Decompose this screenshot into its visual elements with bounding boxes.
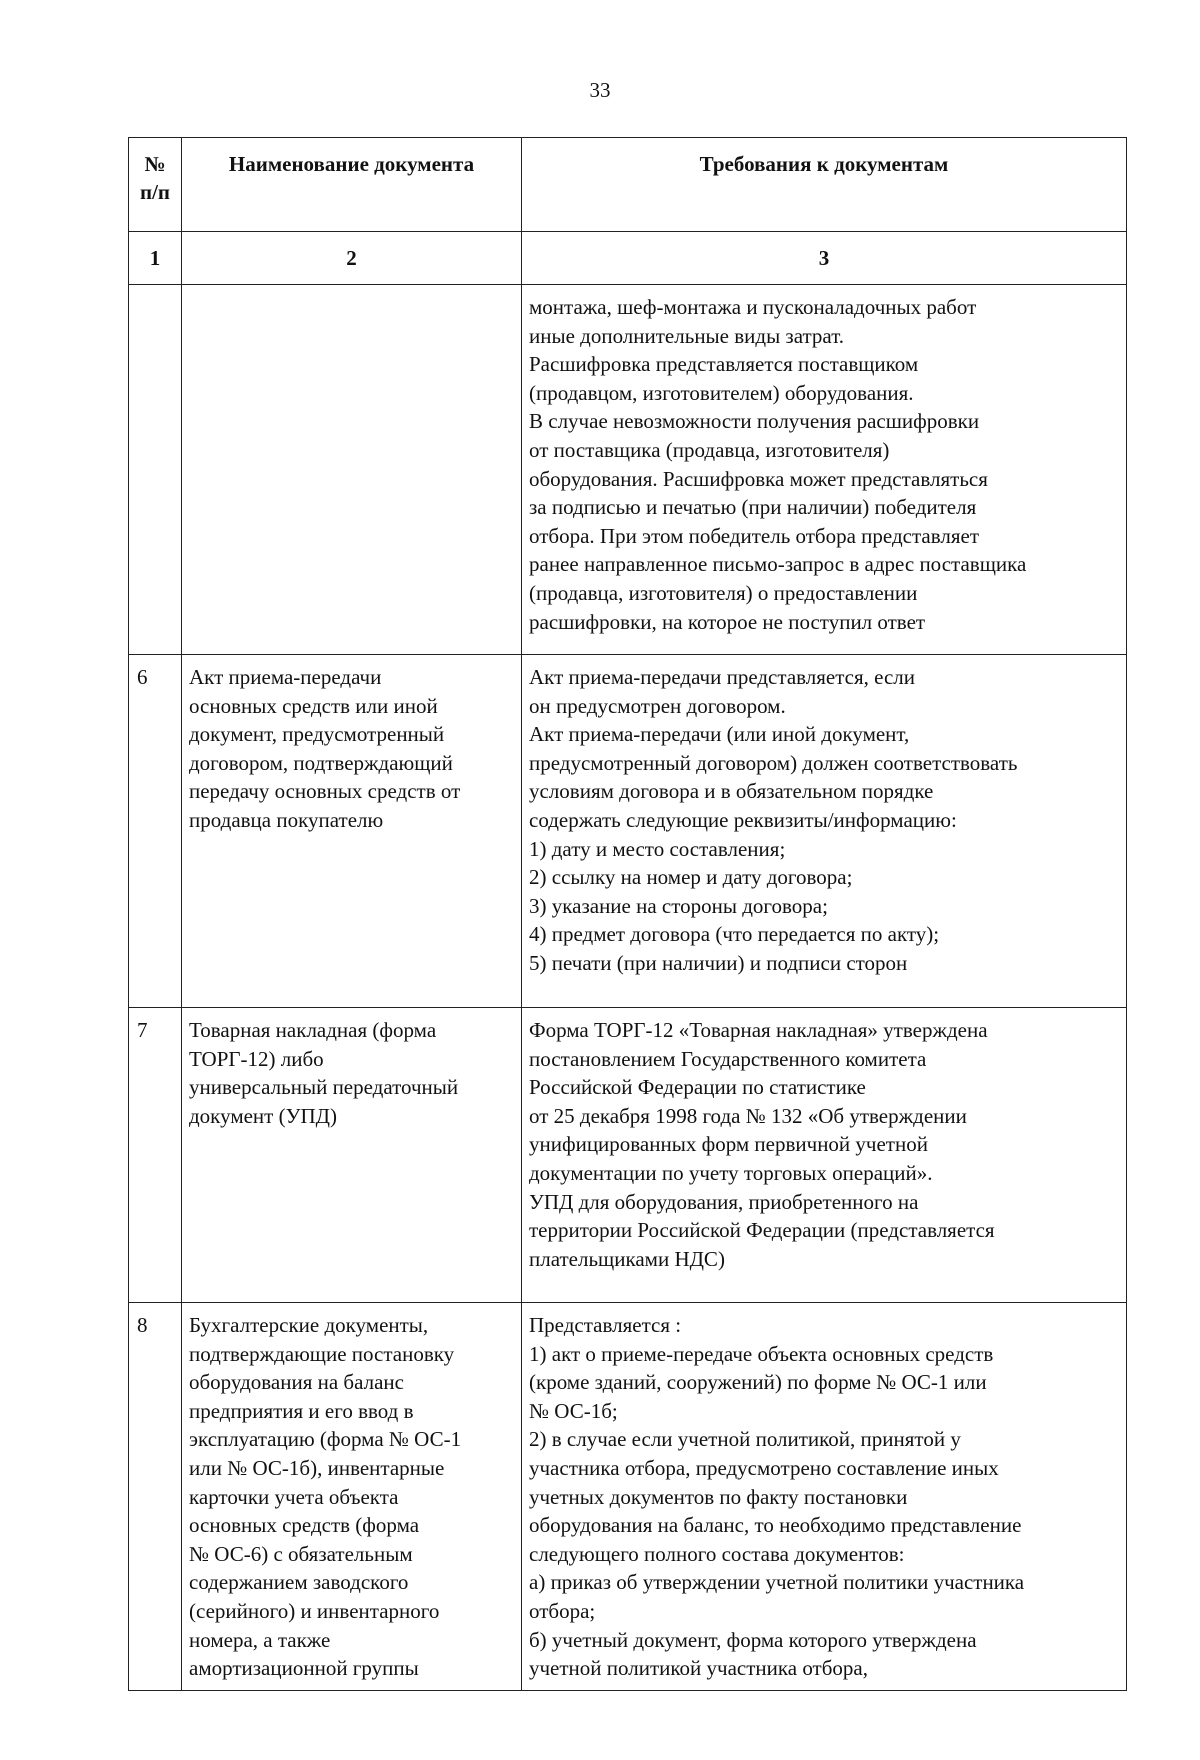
document-name-line: документ, предусмотренный <box>189 722 445 747</box>
document-name-line: номера, а также <box>189 1627 331 1652</box>
requirements-line: документации по учету торговых операций». <box>529 1160 933 1185</box>
requirements-line: Акт приема-передачи (или иной документ, <box>529 722 910 747</box>
requirements-line: предусмотренный договором) должен соответствовать <box>529 750 1018 775</box>
requirements-line: Расшифровка представляется поставщиком <box>529 352 919 377</box>
requirements-line: отбора; <box>529 1598 596 1623</box>
document-name-line: основных средств или иной <box>189 693 438 718</box>
requirements-line: оборудования на баланс, то необходимо представление <box>529 1513 1022 1538</box>
column-number: 3 <box>522 232 1127 285</box>
document-name-line: продавца покупателю <box>189 807 384 832</box>
requirements-line: (продавцом, изготовителем) оборудования. <box>529 380 914 405</box>
document-name-cell <box>182 655 522 1008</box>
requirements-line: оборудования. Расшифровка может представляться <box>529 466 988 491</box>
requirements-line: территории Российской Федерации (представляется <box>529 1218 995 1243</box>
requirements-line: от 25 декабря 1998 года № 132 «Об утверждении <box>529 1103 967 1128</box>
document-name-line: карточки учета объекта <box>189 1484 399 1509</box>
page-number: 33 <box>589 78 611 102</box>
document-name-line: (серийного) и инвентарного <box>189 1598 440 1623</box>
row-number: 7 <box>129 1008 182 1303</box>
requirements-cell <box>522 1303 1127 1691</box>
requirements-line: 2) ссылку на номер и дату договора; <box>529 865 853 890</box>
requirements-line: а) приказ об утверждении учетной политики участника <box>529 1570 1025 1595</box>
document-name-line: документ (УПД) <box>189 1103 337 1128</box>
document-name-line: договором, подтверждающий <box>189 750 453 775</box>
requirements-cell <box>522 1008 1127 1303</box>
table-row <box>129 1303 1127 1691</box>
header-number <box>129 138 182 232</box>
row-number: 8 <box>129 1303 182 1691</box>
requirements-table <box>128 137 1127 1691</box>
document-name-line: ТОРГ-12) либо <box>189 1046 324 1071</box>
requirements-line: участника отбора, предусмотрено составление иных <box>529 1455 999 1480</box>
requirements-line: отбора. При этом победитель отбора представляет <box>529 523 980 548</box>
row-number: 6 <box>129 655 182 1008</box>
requirements-line: Акт приема-передачи представляется, если <box>529 665 916 689</box>
row-number <box>129 285 182 655</box>
requirements-line: монтажа, шеф-монтажа и пусконаладочных работ <box>529 295 977 319</box>
requirements-line: 1) дату и место составления; <box>529 836 786 861</box>
document-name-line: Товарная накладная (форма <box>189 1018 437 1042</box>
requirements-line: Российской Федерации по статистике <box>529 1075 866 1100</box>
header-requirements: Требования к документам <box>522 138 1127 232</box>
requirements-cell <box>522 285 1127 655</box>
requirements-line: постановлением Государственного комитета <box>529 1046 927 1071</box>
header-number-line: № <box>144 152 166 176</box>
requirements-line: следующего полного состава документов: <box>529 1541 905 1566</box>
requirements-line: плательщиками НДС) <box>529 1246 725 1271</box>
requirements-line: Форма ТОРГ-12 «Товарная накладная» утверждена <box>529 1018 988 1042</box>
document-name-line: передачу основных средств от <box>189 779 461 804</box>
column-number-row <box>129 232 1127 285</box>
document-name-cell <box>182 285 522 655</box>
requirements-line: учетной политикой участника отбора, <box>529 1656 868 1681</box>
requirements-line: он предусмотрен договором. <box>529 693 786 718</box>
document-name-line: подтверждающие постановку <box>189 1341 455 1366</box>
document-name-line: амортизационной группы <box>189 1656 419 1681</box>
requirements-line: 1) акт о приеме-передаче объекта основных средств <box>529 1341 994 1366</box>
document-name-line: основных средств (форма <box>189 1513 420 1538</box>
requirements-line: б) учетный документ, форма которого утверждена <box>529 1627 977 1652</box>
document-name-line: оборудования на баланс <box>189 1370 404 1395</box>
requirements-line: условиям договора и в обязательном порядке <box>529 779 934 804</box>
header-number-line: п/п <box>139 180 171 204</box>
column-number: 1 <box>129 232 182 285</box>
document-name-line: эксплуатацию (форма № ОС-1 <box>189 1427 462 1452</box>
requirements-line: 4) предмет договора (что передается по акту); <box>529 922 940 947</box>
requirements-line: 2) в случае если учетной политикой, принятой у <box>529 1427 961 1452</box>
requirements-line: 3) указание на стороны договора; <box>529 893 828 918</box>
column-number: 2 <box>182 232 522 285</box>
requirements-line: за подписью и печатью (при наличии) победителя <box>529 495 977 520</box>
document-name-line: Акт приема-передачи <box>189 665 382 689</box>
table-row <box>129 655 1127 1008</box>
document-name-line: универсальный передаточный <box>189 1075 459 1100</box>
requirements-line: 5) печати (при наличии) и подписи сторон <box>529 950 908 975</box>
requirements-line: унифицированных форм первичной учетной <box>529 1132 928 1157</box>
requirements-line: № ОС-1б; <box>529 1398 618 1423</box>
requirements-line: от поставщика (продавца, изготовителя) <box>529 437 890 462</box>
requirements-line: расшифровки, на которое не поступил ответ <box>529 609 926 634</box>
document-name-line: предприятия и его ввод в <box>189 1398 414 1423</box>
requirements-line: содержать следующие реквизиты/информацию: <box>529 807 957 832</box>
requirements-line: учетных документов по факту постановки <box>529 1484 908 1509</box>
requirements-line: В случае невозможности получения расшифровки <box>529 409 980 434</box>
document-name-line: Бухгалтерские документы, <box>189 1313 429 1337</box>
requirements-line: УПД для оборудования, приобретенного на <box>529 1189 919 1214</box>
table-row <box>129 1008 1127 1303</box>
requirements-line: иные дополнительные виды затрат. <box>529 323 845 348</box>
header-document-name: Наименование документа <box>182 138 522 232</box>
table-row <box>129 285 1127 655</box>
document-name-cell <box>182 1008 522 1303</box>
document-name-line: № ОС-6) с обязательным <box>189 1541 413 1566</box>
table-header-row <box>129 138 1127 232</box>
requirements-line: Представляется : <box>529 1313 682 1337</box>
document-name-line: или № ОС-1б), инвентарные <box>189 1455 445 1480</box>
requirements-cell <box>522 655 1127 1008</box>
requirements-line: (продавца, изготовителя) о предоставлении <box>529 580 918 605</box>
document-name-line: содержанием заводского <box>189 1570 409 1595</box>
document-name-cell <box>182 1303 522 1691</box>
requirements-line: (кроме зданий, сооружений) по форме № ОС-1 или <box>529 1370 987 1395</box>
requirements-line: ранее направленное письмо-запрос в адрес поставщика <box>529 552 1027 577</box>
